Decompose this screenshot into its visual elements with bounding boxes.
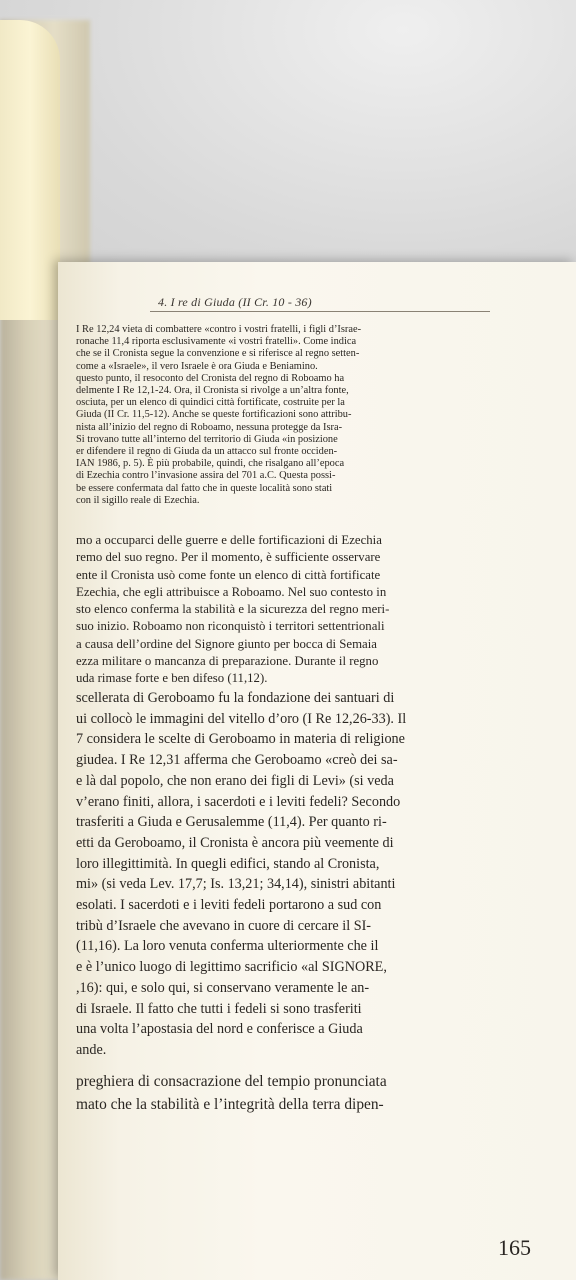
text-line: esolati. I sacerdoti e i leviti fedeli portarono a sud con (76, 897, 382, 914)
text-line: ande. (76, 1041, 107, 1058)
page-number: 165 (498, 1235, 531, 1260)
text-line: giudea. I Re 12,31 afferma che Geroboamo «creò dei sa- (76, 752, 398, 769)
text-line: e è l’unico luogo di legittimo sacrificio «al SIGNORE, (76, 959, 387, 976)
note-line: come a «Israele», il vero Israele è ora Giuda e Beniamino. (76, 360, 318, 372)
note-line: I Re 12,24 vieta di combattere «contro i vostri fratelli, i figli d’Israe- (76, 324, 362, 335)
text-line: a causa dell’ordine del Signore giunto per bocca di Semaia (76, 636, 377, 651)
note-line: che se il Cronista segue la convenzione e si riferisce al regno setten- (76, 348, 360, 360)
text-line: remo del suo regno. Per il momento, è sufficiente osservare (76, 550, 381, 565)
body-paragraph-3 (76, 1070, 546, 1116)
text-line: (11,16). La loro venuta conferma ulteriormente che il (76, 938, 379, 955)
note-line: Giuda (II Cr. 11,5-12). Anche se queste fortificazioni sono attribu- (76, 409, 352, 421)
note-line: be essere confermata dal fatto che in queste località sono stati (76, 482, 333, 494)
text-line: di Israele. Il fatto che tutti i fedeli si sono trasferiti (76, 1000, 362, 1017)
text-line: loro illegittimità. In quegli edifici, stando al Cronista, (76, 855, 380, 872)
text-line: mo a occuparci delle guerre e delle fortificazioni di Ezechia (76, 533, 382, 547)
text-line: uda rimase forte e ben difeso (11,12). (76, 671, 268, 686)
text-line: e là dal popolo, che non erano dei figli di Levi» (si veda (76, 772, 394, 789)
text-line: v’erano finiti, allora, i sacerdoti e i leviti fedeli? Secondo (76, 793, 401, 810)
note-line: osciuta, per un elenco di quindici città fortificate, costruite per la (76, 397, 345, 409)
body-paragraph-1 (76, 532, 526, 688)
text-line: etti da Geroboamo, il Cronista è ancora più veemente di (76, 834, 394, 851)
text-line: Ezechia, che egli attribuisce a Roboamo. Nel suo contesto in (76, 584, 387, 599)
text-line: scellerata di Geroboamo fu la fondazione dei santuari di (76, 690, 395, 706)
text-line: tribù d’Israele che avevano in cuore di cercare il SI- (76, 917, 372, 934)
text-line: ezza militare o mancanza di preparazione. Durante il regno (76, 654, 379, 669)
note-line: questo punto, il resoconto del Cronista del regno di Roboamo ha (76, 372, 345, 384)
text-line: trasferiti a Giuda e Gerusalemme (11,4). Per quanto ri- (76, 814, 387, 831)
running-header: 4. I re di Giuda (II Cr. 10 - 36) (158, 295, 312, 309)
note-line: er difendere il regno di Giuda da un attacco sul fronte occiden- (76, 446, 338, 458)
text-line: mi» (si veda Lev. 17,7; Is. 13,21; 34,14), sinistri abitanti (76, 876, 396, 893)
note-line: ronache 11,4 riporta esclusivamente «i vostri fratelli». Come indica (76, 336, 357, 348)
note-line: IAN 1986, p. 5). È più probabile, quindi, che risalgano all’epoca (76, 458, 345, 470)
text-line: 7 considera le scelte di Geroboamo in materia di religione (76, 731, 405, 748)
text-line: mato che la stabilità e l’integrità della terra dipen- (76, 1096, 384, 1113)
note-line: delmente I Re 12,1-24. Ora, il Cronista si rivolge a un’altra fonte, (76, 385, 349, 397)
text-line: sto elenco conferma la stabilità e la sicurezza del regno meri- (76, 602, 390, 617)
text-line: ui collocò le immagini del vitello d’oro (I Re 12,26-33). Il (76, 710, 407, 727)
note-line: Si trovano tutte all’interno del territorio di Giuda «in posizione (76, 433, 338, 445)
text-line: suo inizio. Roboamo non riconquistò i territori settentrionali (76, 619, 385, 634)
note-line: con il sigillo reale di Ezechia. (76, 494, 200, 506)
text-line: ,16): qui, e solo qui, si conservano veramente le an- (76, 979, 370, 996)
body-paragraph-2 (76, 688, 538, 1061)
curled-page (0, 20, 60, 320)
note-line: nista all’inizio del regno di Roboamo, nessuna protegge da Isra- (76, 421, 343, 433)
header-rule (150, 311, 490, 312)
note-paragraph (76, 324, 516, 507)
text-line: ente il Cronista usò come fonte un elenco di città fortificate (76, 567, 381, 582)
text-line: una volta l’apostasia del nord e conferisce a Giuda (76, 1021, 363, 1038)
note-line: di Ezechia contro l’invasione assira del 701 a.C. Questa possi- (76, 470, 336, 482)
text-line: preghiera di consacrazione del tempio pronunciata (76, 1073, 387, 1090)
